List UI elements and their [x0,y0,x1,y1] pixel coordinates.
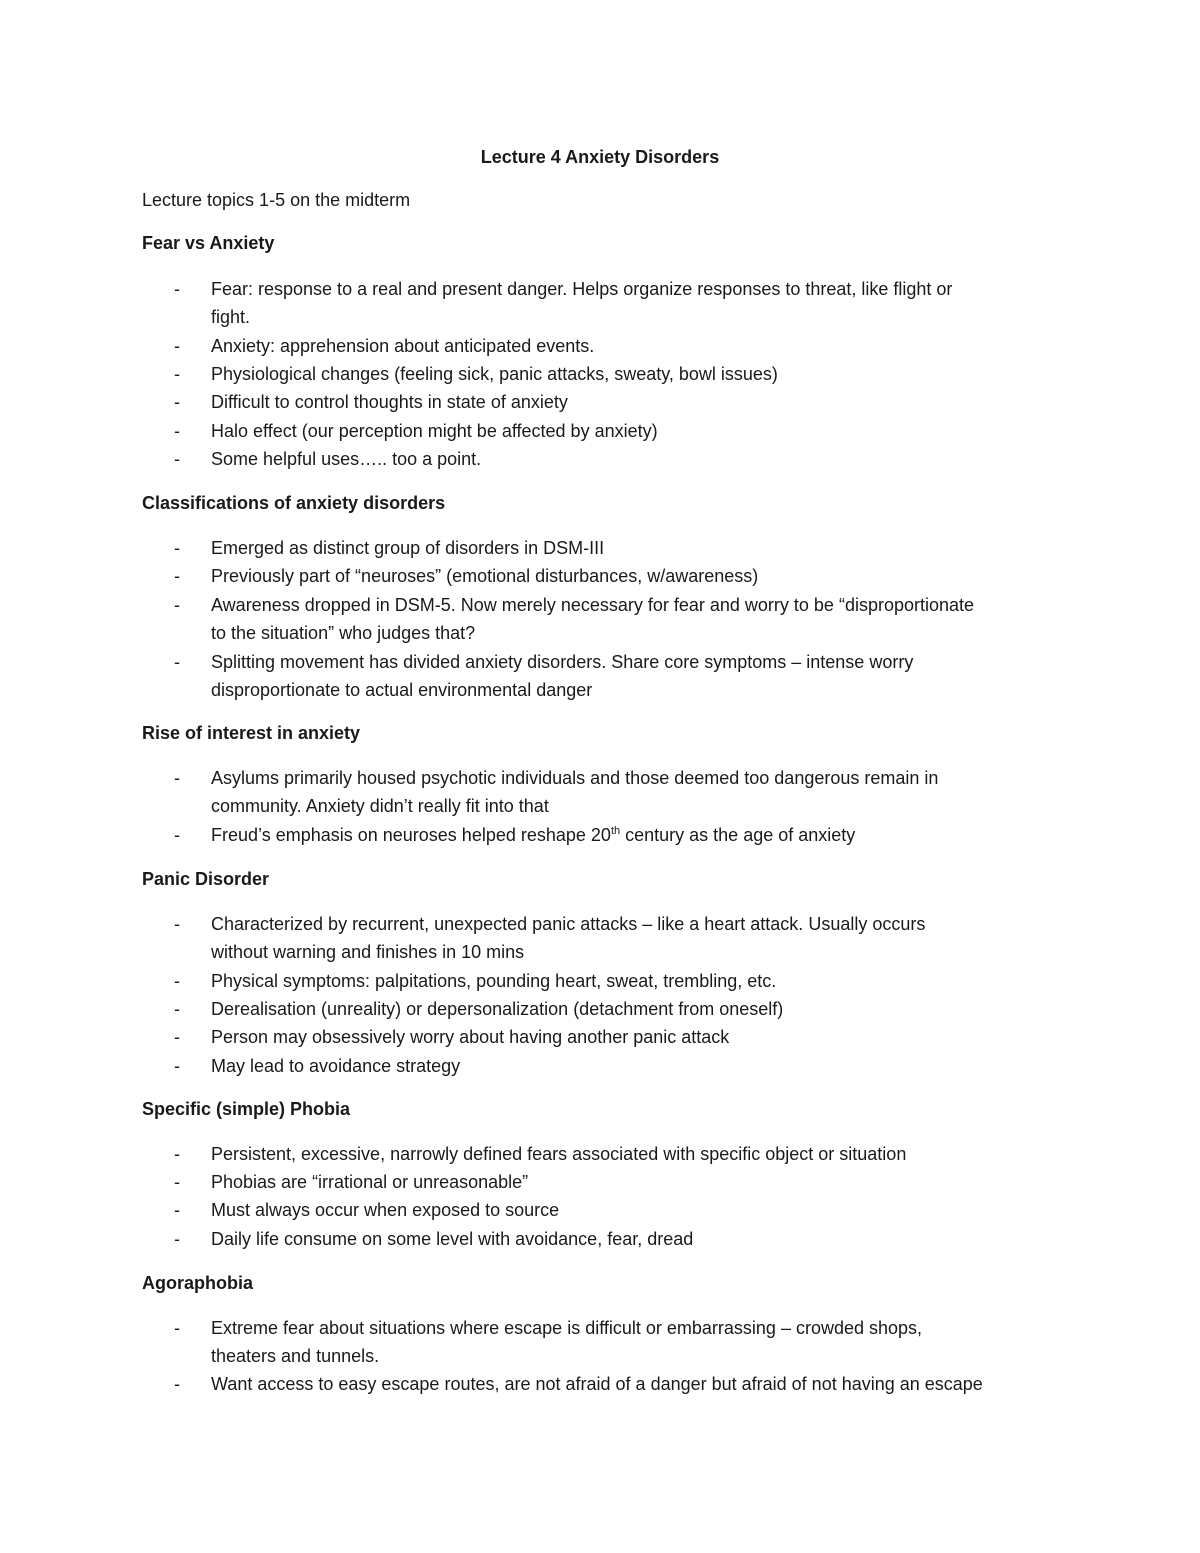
section-heading: Classifications of anxiety disorders [142,493,446,513]
bullet-line: to the situation” who judges that? [211,623,476,644]
bullet-line: Splitting movement has divided anxiety disorders. Share core symptoms – intense worry [211,652,914,672]
bullet-dash: - [174,1374,180,1394]
bullet-dash: - [174,392,180,412]
bullet-dash: - [174,971,180,991]
bullet-dash: - [174,652,180,672]
bullet-line: Freud’s emphasis on neuroses helped reshape 20 [211,825,611,845]
bullet-item: Halo effect (our perception might be affected by anxiety) [211,421,658,441]
bullet-dash: - [174,1172,180,1192]
section-heading: Specific (simple) Phobia [142,1099,351,1119]
bullet-line: disproportionate to actual environmental danger [211,680,593,701]
bullet-item [211,275,1071,332]
bullet-item [211,648,1071,705]
bullet-line: Asylums primarily housed psychotic individuals and those deemed too dangerous remain in [211,768,939,788]
document-title: Lecture 4 Anxiety Disorders [480,147,720,167]
bullet-line: community. Anxiety didn’t really fit into that [211,796,549,817]
bullet-line: Fear: response to a real and present danger. Helps organize responses to threat, like flight or [211,279,953,299]
bullet-item [211,764,1071,821]
bullet-line: without warning and finishes in 10 mins [211,942,525,963]
bullet-line: Awareness dropped in DSM-5. Now merely necessary for fear and worry to be “disproportionate [211,595,975,615]
bullet-item [211,591,1071,648]
bullet-dash: - [174,914,180,934]
bullet-item: Previously part of “neuroses” (emotional disturbances, w/awareness) [211,566,759,586]
bullet-dash: - [174,768,180,788]
bullet-dash: - [174,566,180,586]
bullet-dash: - [174,1229,180,1249]
bullet-dash: - [174,1056,180,1076]
bullet-dash: - [174,421,180,441]
bullet-dash: - [174,336,180,356]
bullet-item: Emerged as distinct group of disorders in DSM-III [211,538,605,558]
section-heading: Panic Disorder [142,869,270,889]
bullet-dash: - [174,1318,180,1338]
bullet-dash: - [174,538,180,558]
bullet-item: May lead to avoidance strategy [211,1056,461,1076]
bullet-item: Must always occur when exposed to source [211,1200,560,1220]
bullet-item: Daily life consume on some level with avoidance, fear, dread [211,1229,694,1249]
bullet-dash: - [174,1027,180,1047]
section-heading: Fear vs Anxiety [142,233,275,253]
section-heading: Rise of interest in anxiety [142,723,361,743]
bullet-item: Derealisation (unreality) or depersonalization (detachment from oneself) [211,999,784,1019]
bullet-dash: - [174,825,180,845]
bullet-item [211,821,1071,849]
bullet-line: fight. [211,307,251,328]
bullet-item: Phobias are “irrational or unreasonable” [211,1172,529,1192]
intro-text: Lecture topics 1-5 on the midterm [142,190,411,210]
bullet-item: Difficult to control thoughts in state of anxiety [211,392,568,412]
bullet-item [211,1314,1071,1371]
bullet-item: Physiological changes (feeling sick, panic attacks, sweaty, bowl issues) [211,364,778,384]
bullet-dash: - [174,1144,180,1164]
section-heading: Agoraphobia [142,1273,253,1293]
bullet-item: Some helpful uses….. too a point. [211,449,482,469]
bullet-dash: - [174,279,180,299]
bullet-dash: - [174,999,180,1019]
bullet-line: Extreme fear about situations where escape is difficult or embarrassing – crowded shops, [211,1318,923,1338]
bullet-item: Anxiety: apprehension about anticipated events. [211,336,595,356]
bullet-line: theaters and tunnels. [211,1346,380,1367]
bullet-item: Physical symptoms: palpitations, pounding heart, sweat, trembling, etc. [211,971,777,991]
bullet-item [211,910,1071,967]
bullet-item: Persistent, excessive, narrowly defined fears associated with specific object or situation [211,1144,907,1164]
bullet-dash: - [174,364,180,384]
superscript: th [610,825,621,837]
bullet-dash: - [174,595,180,615]
bullet-line: Characterized by recurrent, unexpected panic attacks – like a heart attack. Usually occurs [211,914,926,934]
bullet-item: Person may obsessively worry about having another panic attack [211,1027,730,1047]
bullet-dash: - [174,449,180,469]
bullet-line: century as the age of anxiety [620,825,856,845]
bullet-dash: - [174,1200,180,1220]
bullet-item: Want access to easy escape routes, are not afraid of a danger but afraid of not having an escape [211,1374,983,1394]
